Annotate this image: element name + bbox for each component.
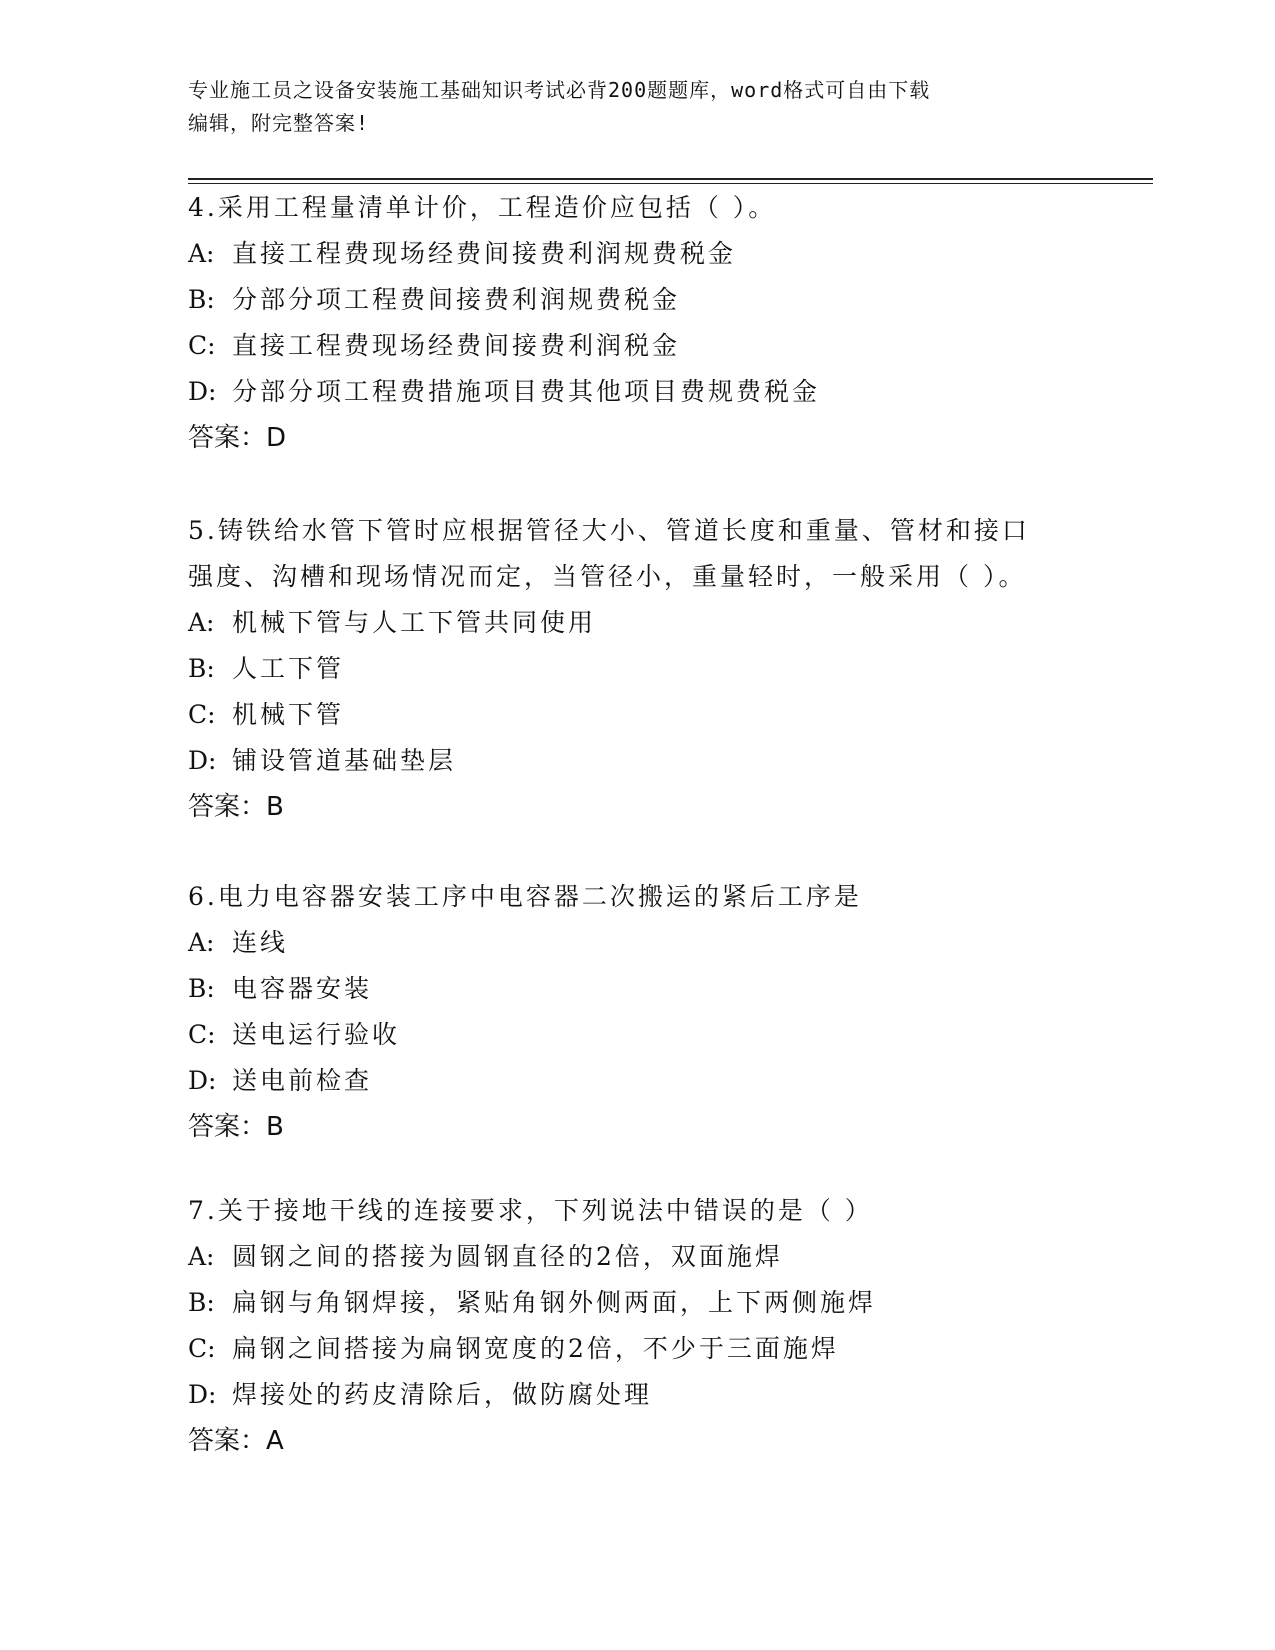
question-block xyxy=(188,185,1168,461)
option-d xyxy=(188,1372,1168,1418)
option-text: 机械下管与人工下管共同使用 xyxy=(232,608,597,637)
option-a xyxy=(188,920,1168,966)
option-c xyxy=(188,1012,1168,1058)
option-b xyxy=(188,966,1168,1012)
option-letter: B: xyxy=(188,654,215,683)
option-text: 送电前检查 xyxy=(232,1066,373,1095)
option-letter: C: xyxy=(188,1334,216,1363)
option-letter: B: xyxy=(188,974,215,1003)
option-text: 扁钢之间搭接为扁钢宽度的2倍，不少于三面施焊 xyxy=(232,1334,839,1363)
answer-line: 答案：D xyxy=(188,423,287,453)
option-b xyxy=(188,1280,1168,1326)
option-text: 连线 xyxy=(232,928,289,957)
option-letter: B: xyxy=(188,1288,215,1317)
option-c xyxy=(188,323,1168,369)
option-a xyxy=(188,1234,1168,1280)
option-letter: A: xyxy=(188,608,215,637)
header-divider-thin xyxy=(188,183,1153,184)
option-b xyxy=(188,277,1168,323)
answer-line: 答案：B xyxy=(188,792,284,822)
option-letter: D: xyxy=(188,1066,217,1095)
option-c xyxy=(188,1326,1168,1372)
question-stem-continued: 强度、沟槽和现场情况而定，当管径小，重量轻时，一般采用（ ）。 xyxy=(188,562,1027,591)
option-letter: D: xyxy=(188,746,217,775)
option-text: 焊接处的药皮清除后，做防腐处理 xyxy=(232,1380,653,1409)
option-text: 圆钢之间的搭接为圆钢直径的2倍，双面施焊 xyxy=(232,1242,783,1271)
question-block xyxy=(188,1188,1168,1464)
option-letter: C: xyxy=(188,700,216,729)
option-letter: A: xyxy=(188,928,215,957)
option-text: 机械下管 xyxy=(232,700,345,729)
header-line-2: 编辑，附完整答案! xyxy=(188,111,370,135)
option-letter: D: xyxy=(188,1380,217,1409)
option-text: 直接工程费现场经费间接费利润规费税金 xyxy=(232,239,737,268)
question-block xyxy=(188,508,1168,830)
question-stem: 7.关于接地干线的连接要求，下列说法中错误的是（ ） xyxy=(188,1196,873,1225)
question-block xyxy=(188,874,1168,1150)
option-text: 送电运行验收 xyxy=(232,1020,401,1049)
option-d xyxy=(188,738,1168,784)
option-a xyxy=(188,231,1168,277)
answer-line: 答案：B xyxy=(188,1112,284,1142)
option-text: 直接工程费现场经费间接费利润税金 xyxy=(232,331,681,360)
question-stem: 6.电力电容器安装工序中电容器二次搬运的紧后工序是 xyxy=(188,882,862,911)
document-header xyxy=(188,74,1088,140)
option-letter: C: xyxy=(188,331,216,360)
header-line-1: 专业施工员之设备安装施工基础知识考试必背200题题库，word格式可自由下载 xyxy=(188,78,931,102)
option-letter: D: xyxy=(188,377,217,406)
question-stem: 4.采用工程量清单计价，工程造价应包括（ ）。 xyxy=(188,193,777,222)
option-letter: A: xyxy=(188,1242,215,1271)
option-text: 人工下管 xyxy=(232,654,345,683)
option-d xyxy=(188,1058,1168,1104)
option-text: 分部分项工程费间接费利润规费税金 xyxy=(232,285,681,314)
question-stem: 5.铸铁给水管下管时应根据管径大小、管道长度和重量、管材和接口 xyxy=(188,516,1030,545)
option-letter: B: xyxy=(188,285,215,314)
answer-line: 答案：A xyxy=(188,1426,284,1456)
option-text: 铺设管道基础垫层 xyxy=(232,746,457,775)
header-divider-thick xyxy=(188,178,1153,180)
option-letter: A: xyxy=(188,239,215,268)
option-text: 分部分项工程费措施项目费其他项目费规费税金 xyxy=(232,377,821,406)
option-d xyxy=(188,369,1168,415)
option-a xyxy=(188,600,1168,646)
option-text: 扁钢与角钢焊接，紧贴角钢外侧两面，上下两侧施焊 xyxy=(232,1288,877,1317)
option-c xyxy=(188,692,1168,738)
option-text: 电容器安装 xyxy=(232,974,373,1003)
option-b xyxy=(188,646,1168,692)
option-letter: C: xyxy=(188,1020,216,1049)
